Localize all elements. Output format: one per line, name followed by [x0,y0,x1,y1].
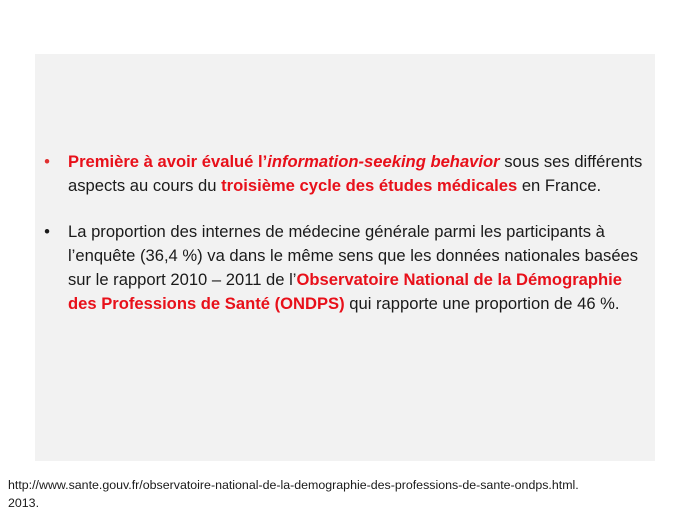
bullet-text-run: en France. [517,176,602,195]
bullet-text-run: La proportion des internes de médecine générale parmi les participants à l’enquête (36,4 %) va dans le même sens que les données nationales basées sur le rapport 2010 – 2011 de l’ [68,222,639,289]
bullet-icon: • [44,152,50,171]
bullet-item-first-evaluation [35,150,655,198]
bullet-list [35,150,655,316]
bullet-text-run: troisième cycle des études médicales [221,176,518,195]
bullet-text-run: Première à avoir évalué l’ [68,152,268,171]
bullet-text-run: sous ses différents aspects au cours du [68,152,643,195]
bullet-text-run: qui rapporte une proportion de 46 %. [344,294,620,313]
bullet-icon: • [44,222,50,241]
citation-year: 2013. [8,496,40,510]
footer-citation [8,476,686,512]
bullet-text-run: Observatoire National de la Démographie des Professions de Santé (ONDPS) [68,270,622,313]
slide-content-box [35,54,655,461]
bullet-item-proportion-internes [35,220,655,316]
citation-url[interactable]: http://www.sante.gouv.fr/observatoire-national-de-la-demographie-des-professions-de-sante-ondps.html. [8,478,579,492]
bullet-text-run: information-seeking behavior [267,152,500,171]
